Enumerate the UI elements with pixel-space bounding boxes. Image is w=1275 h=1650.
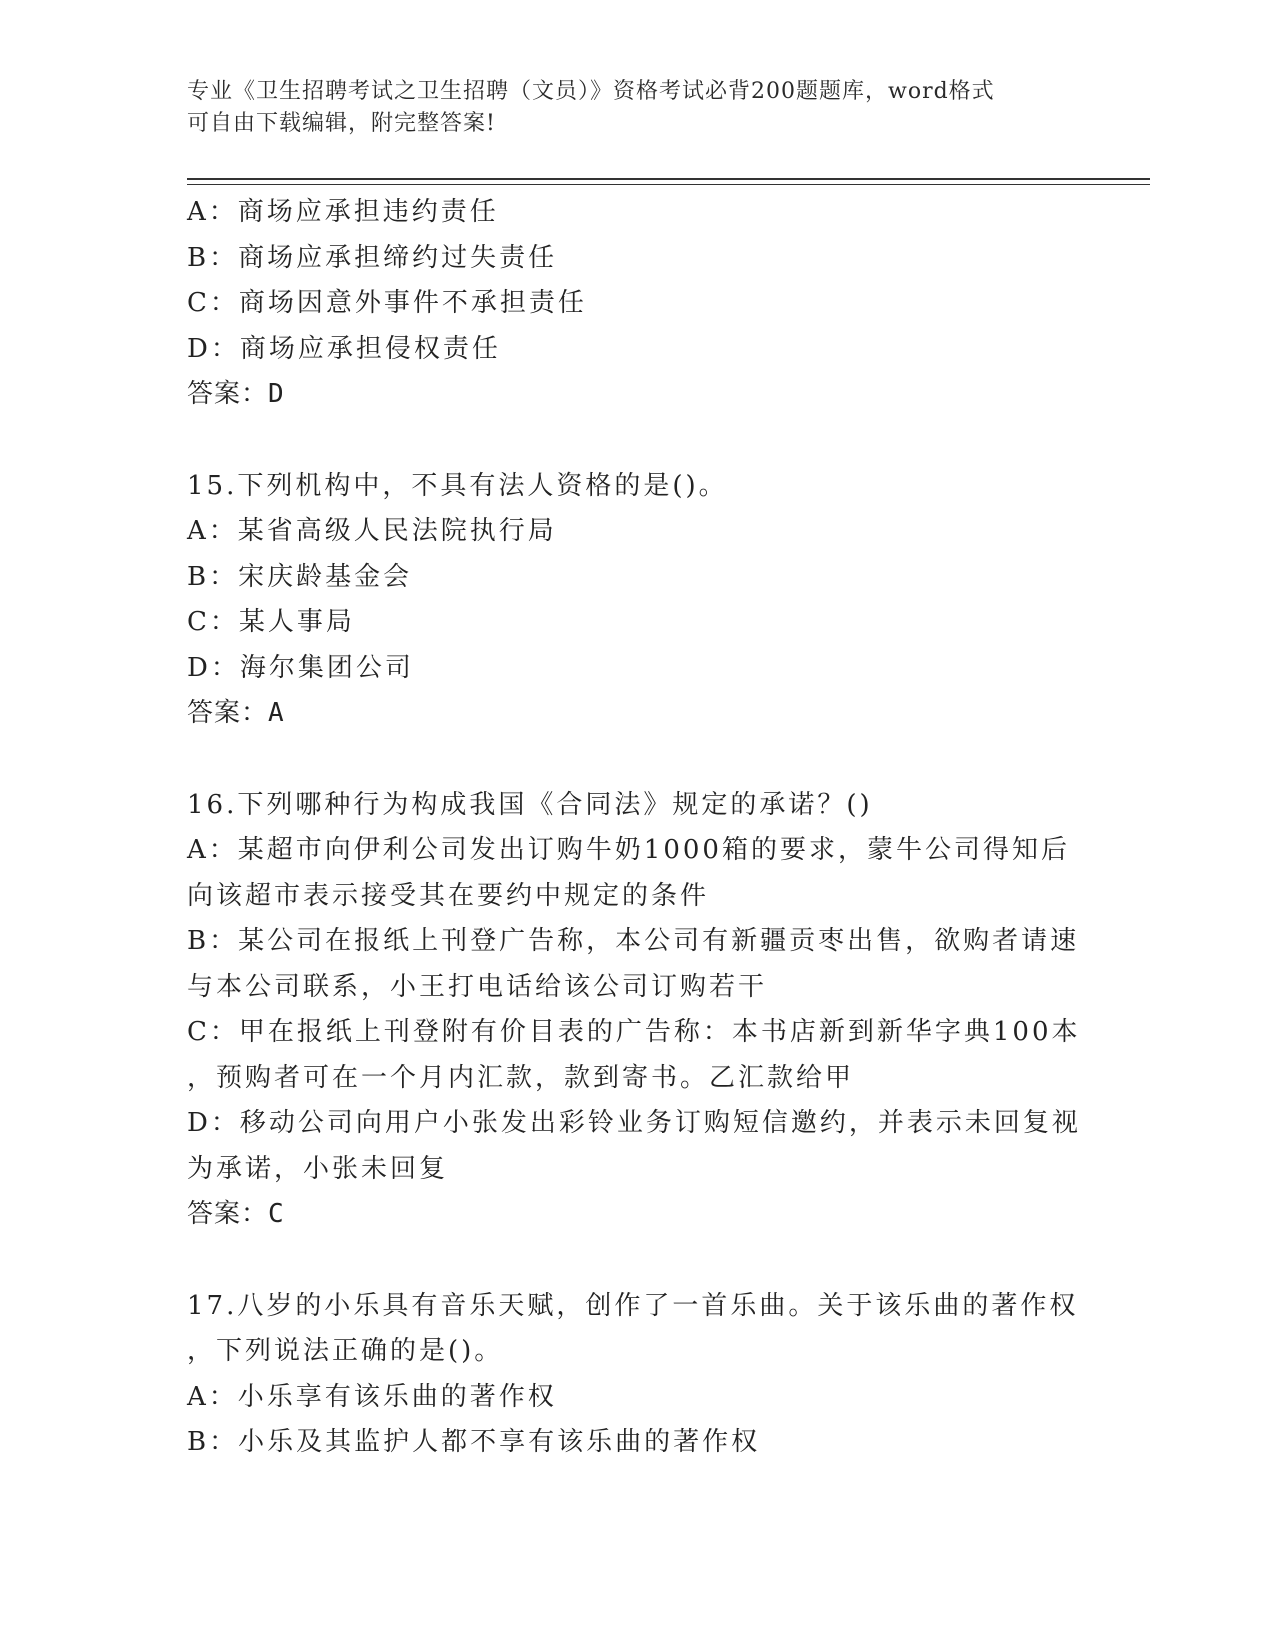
- option-d: D：移动公司向用户小张发出彩铃业务订购短信邀约，并表示未回复视: [187, 1108, 1081, 1138]
- option-b: B：宋庆龄基金会: [187, 561, 413, 592]
- option-a: A：某省高级人民法院执行局: [187, 516, 557, 546]
- header-divider-thin: [187, 184, 1150, 185]
- header-line-1: 专业《卫生招聘考试之卫生招聘（文员）》资格考试必背200题题库，word格式: [187, 79, 995, 104]
- question-block-14: [187, 190, 1087, 418]
- option-b: B：商场应承担缔约过失责任: [187, 242, 558, 273]
- header-line-2: 可自由下载编辑，附完整答案!: [187, 111, 496, 136]
- spacer: [187, 418, 1087, 464]
- question-block-17: [187, 1284, 1087, 1466]
- option-a: A：小乐享有该乐曲的著作权: [187, 1381, 557, 1412]
- option-c: C：甲在报纸上刊登附有价目表的广告称：本书店新到新华字典100本: [187, 1017, 1081, 1047]
- answer-label: 答案：C: [187, 1199, 285, 1229]
- document-header: [187, 76, 1087, 140]
- option-b-continued: 与本公司联系，小王打电话给该公司订购若干: [187, 971, 768, 1002]
- option-a: A：商场应承担违约责任: [187, 197, 499, 227]
- question-text: 17.八岁的小乐具有音乐天赋，创作了一首乐曲。关于该乐曲的著作权: [187, 1290, 1079, 1321]
- answer-label: 答案：D: [187, 379, 285, 409]
- option-a: A：某超市向伊利公司发出订购牛奶1000箱的要求，蒙牛公司得知后: [187, 835, 1070, 865]
- question-text: 16.下列哪种行为构成我国《合同法》规定的承诺？(): [187, 789, 873, 820]
- option-b: B：小乐及其监护人都不享有该乐曲的著作权: [187, 1427, 761, 1457]
- question-text: 15.下列机构中，不具有法人资格的是()。: [187, 470, 728, 501]
- option-d: D：商场应承担侵权责任: [187, 333, 501, 364]
- question-content: [187, 190, 1087, 1466]
- option-c-continued: ，预购者可在一个月内汇款，款到寄书。乙汇款给甲: [187, 1062, 855, 1093]
- option-c: C：某人事局: [187, 607, 355, 637]
- option-d: D：海尔集团公司: [187, 652, 414, 683]
- spacer: [187, 1238, 1087, 1284]
- option-a-continued: 向该超市表示接受其在要约中规定的条件: [187, 880, 710, 911]
- option-c: C：商场因意外事件不承担责任: [187, 288, 587, 318]
- question-block-15: [187, 464, 1087, 737]
- answer-label: 答案：A: [187, 698, 285, 728]
- spacer: [187, 737, 1087, 783]
- header-divider-thick: [187, 178, 1150, 180]
- question-block-16: [187, 783, 1087, 1238]
- option-b: B：某公司在报纸上刊登广告称，本公司有新疆贡枣出售，欲购者请速: [187, 926, 1080, 956]
- question-text-continued: ，下列说法正确的是()。: [187, 1336, 504, 1366]
- option-d-continued: 为承诺，小张未回复: [187, 1153, 449, 1184]
